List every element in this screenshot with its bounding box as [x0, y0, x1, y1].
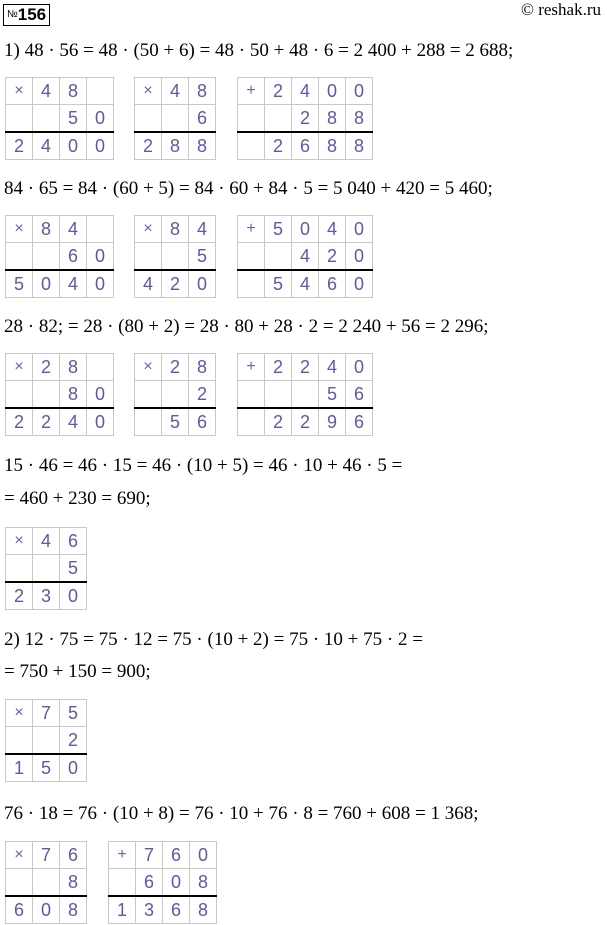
digit-cell: 0	[87, 408, 114, 436]
operand-row	[6, 105, 114, 133]
digit-cell: 8	[33, 216, 60, 243]
digit-cell	[238, 105, 265, 133]
operand-row	[238, 243, 373, 271]
digit-cell: 0	[60, 132, 87, 160]
equation-line-1: 1) 48 · 56 = 48 · (50 + 6) = 48 · 50 + 48 · 6 = 2 400 + 288 = 2 688;	[4, 40, 514, 61]
digit-cell	[162, 381, 189, 409]
multiply-sign: ×	[135, 216, 162, 243]
column-calc-5	[134, 215, 216, 298]
digit-cell: 2	[265, 132, 292, 160]
digit-cell: 0	[346, 243, 373, 271]
operand-row	[238, 78, 373, 105]
digit-cell	[135, 381, 162, 409]
multiply-sign: ×	[6, 842, 33, 869]
digit-cell: 6	[189, 408, 216, 436]
digit-cell: 2	[292, 105, 319, 133]
digit-cell: 4	[162, 78, 189, 105]
column-calc-8	[134, 353, 216, 436]
digit-cell: 6	[6, 896, 33, 924]
digit-cell: 2	[33, 408, 60, 436]
digit-cell: 5	[189, 243, 216, 271]
digit-cell	[6, 727, 33, 755]
calc-grid	[237, 353, 373, 436]
calc-grid	[5, 527, 87, 610]
digit-cell: 1	[109, 896, 136, 924]
multiply-sign: ×	[135, 78, 162, 105]
operand-row	[135, 381, 216, 409]
digit-cell: 6	[60, 842, 87, 869]
digit-cell: 8	[190, 869, 217, 897]
digit-cell: 8	[60, 896, 87, 924]
result-row	[238, 408, 373, 436]
operand-row	[6, 78, 114, 105]
multiply-sign: ×	[6, 354, 33, 381]
digit-cell: 8	[189, 78, 216, 105]
digit-cell: 7	[33, 842, 60, 869]
digit-cell: 0	[60, 754, 87, 782]
column-calc-1	[5, 77, 114, 160]
digit-cell: 0	[87, 381, 114, 409]
operand-row	[6, 842, 87, 869]
site-brand: © reshak.ru	[521, 0, 601, 19]
digit-cell	[135, 243, 162, 271]
column-calc-7	[5, 353, 114, 436]
calc-grid	[5, 77, 114, 160]
equation-line-8: 76 · 18 = 76 · (10 + 8) = 76 · 10 + 76 · 8 = 760 + 608 = 1 368;	[4, 803, 479, 824]
digit-cell	[87, 354, 114, 381]
digit-cell: 4	[33, 528, 60, 555]
result-row	[6, 270, 114, 298]
digit-cell: 9	[319, 408, 346, 436]
digit-cell	[292, 381, 319, 409]
digit-cell	[6, 555, 33, 583]
operand-row	[6, 354, 114, 381]
digit-cell: 6	[189, 105, 216, 133]
calc-grid	[5, 353, 114, 436]
digit-cell: 0	[190, 842, 217, 869]
digit-cell: 8	[60, 381, 87, 409]
digit-cell: 0	[292, 216, 319, 243]
digit-cell: 4	[319, 216, 346, 243]
operand-row	[135, 243, 216, 271]
result-row	[6, 582, 87, 610]
digit-cell: 4	[60, 216, 87, 243]
multiply-sign: ×	[135, 354, 162, 381]
digit-cell: 8	[319, 132, 346, 160]
digit-cell: 0	[346, 354, 373, 381]
operand-row	[238, 354, 373, 381]
operand-row	[109, 869, 217, 897]
digit-cell: 2	[189, 381, 216, 409]
operand-row	[6, 555, 87, 583]
digit-cell: 0	[33, 270, 60, 298]
digit-cell: 0	[87, 243, 114, 271]
digit-cell: 2	[6, 408, 33, 436]
digit-cell: 6	[163, 896, 190, 924]
operand-row	[238, 216, 373, 243]
column-calc-3	[237, 77, 373, 160]
digit-cell: 6	[292, 132, 319, 160]
calc-grid	[237, 215, 373, 298]
digit-cell	[6, 869, 33, 897]
digit-cell: 4	[319, 354, 346, 381]
result-row	[6, 408, 114, 436]
equation-line-7: = 750 + 150 = 900;	[4, 661, 151, 682]
digit-cell: 2	[162, 270, 189, 298]
calc-grid	[134, 215, 216, 298]
digit-cell: 8	[60, 869, 87, 897]
digit-cell: 8	[60, 354, 87, 381]
digit-cell	[33, 869, 60, 897]
digit-cell: 0	[60, 582, 87, 610]
digit-cell: 5	[162, 408, 189, 436]
equation-line-5: = 460 + 230 = 690;	[4, 488, 151, 509]
result-row	[6, 754, 87, 782]
digit-cell: 8	[189, 132, 216, 160]
digit-cell: 0	[319, 78, 346, 105]
result-row	[238, 132, 373, 160]
digit-cell	[87, 216, 114, 243]
digit-cell: 6	[136, 869, 163, 897]
operand-row	[135, 216, 216, 243]
digit-cell: 5	[6, 270, 33, 298]
operand-row	[135, 78, 216, 105]
column-calc-13	[108, 841, 217, 924]
digit-cell: 2	[265, 78, 292, 105]
digit-cell: 6	[319, 270, 346, 298]
digit-cell: 5	[319, 381, 346, 409]
calc-grid	[5, 215, 114, 298]
operand-row	[6, 727, 87, 755]
digit-cell	[265, 381, 292, 409]
digit-cell: 2	[162, 354, 189, 381]
calc-grid	[134, 77, 216, 160]
digit-cell: 5	[265, 216, 292, 243]
digit-cell: 2	[6, 132, 33, 160]
digit-cell: 6	[346, 381, 373, 409]
calc-grid	[5, 699, 87, 782]
digit-cell: 5	[60, 700, 87, 727]
digit-cell: 7	[136, 842, 163, 869]
column-calc-2	[134, 77, 216, 160]
digit-cell: 3	[136, 896, 163, 924]
digit-cell: 0	[87, 105, 114, 133]
digit-cell	[6, 381, 33, 409]
operand-row	[6, 869, 87, 897]
plus-sign: +	[238, 78, 265, 105]
plus-sign: +	[238, 354, 265, 381]
column-calc-10	[5, 527, 87, 610]
digit-cell: 2	[319, 243, 346, 271]
result-row	[135, 408, 216, 436]
operand-row	[6, 700, 87, 727]
multiply-sign: ×	[6, 528, 33, 555]
operand-row	[238, 105, 373, 133]
digit-cell: 4	[189, 216, 216, 243]
digit-cell	[238, 243, 265, 271]
digit-cell	[109, 869, 136, 897]
digit-cell: 8	[189, 354, 216, 381]
column-calc-6	[237, 215, 373, 298]
digit-cell	[33, 381, 60, 409]
multiply-sign: ×	[6, 700, 33, 727]
result-row	[238, 270, 373, 298]
digit-cell: 4	[292, 270, 319, 298]
digit-cell: 2	[60, 727, 87, 755]
digit-cell: 7	[33, 700, 60, 727]
digit-cell: 8	[190, 896, 217, 924]
digit-cell	[238, 132, 265, 160]
digit-cell	[265, 105, 292, 133]
digit-cell: 4	[135, 270, 162, 298]
digit-cell: 2	[6, 582, 33, 610]
result-row	[6, 132, 114, 160]
digit-cell: 1	[6, 754, 33, 782]
calc-grid	[134, 353, 216, 436]
digit-cell: 2	[292, 354, 319, 381]
result-row	[6, 896, 87, 924]
equation-line-4: 15 · 46 = 46 · 15 = 46 · (10 + 5) = 46 · 10 + 46 · 5 =	[4, 455, 403, 476]
column-calc-12	[5, 841, 87, 924]
digit-cell: 2	[292, 408, 319, 436]
digit-cell	[238, 408, 265, 436]
operand-row	[135, 105, 216, 133]
operand-row	[6, 243, 114, 271]
digit-cell: 0	[346, 270, 373, 298]
digit-cell: 2	[33, 354, 60, 381]
plus-sign: +	[238, 216, 265, 243]
digit-cell	[162, 243, 189, 271]
digit-cell: 8	[319, 105, 346, 133]
operand-row	[6, 216, 114, 243]
digit-cell: 5	[265, 270, 292, 298]
digit-cell: 2	[135, 132, 162, 160]
digit-cell: 2	[265, 408, 292, 436]
digit-cell	[238, 270, 265, 298]
calc-grid	[5, 841, 87, 924]
digit-cell	[6, 105, 33, 133]
result-row	[135, 132, 216, 160]
column-calc-11	[5, 699, 87, 782]
calc-grid	[108, 841, 217, 924]
digit-cell: 5	[60, 105, 87, 133]
digit-cell: 4	[60, 270, 87, 298]
digit-cell	[135, 105, 162, 133]
problem-number-badge: №156	[3, 4, 50, 26]
result-row	[109, 896, 217, 924]
operand-row	[6, 381, 114, 409]
digit-cell	[33, 727, 60, 755]
digit-cell: 0	[189, 270, 216, 298]
operand-row	[109, 842, 217, 869]
digit-cell: 6	[60, 528, 87, 555]
multiply-sign: ×	[6, 216, 33, 243]
digit-cell: 8	[346, 132, 373, 160]
digit-cell	[33, 243, 60, 271]
digit-cell: 6	[346, 408, 373, 436]
equation-line-3: 28 · 82; = 28 · (80 + 2) = 28 · 80 + 28 · 2 = 2 240 + 56 = 2 296;	[4, 316, 489, 337]
column-calc-9	[237, 353, 373, 436]
digit-cell: 0	[346, 78, 373, 105]
operand-row	[6, 528, 87, 555]
digit-cell	[87, 78, 114, 105]
digit-cell	[6, 243, 33, 271]
digit-cell: 3	[33, 582, 60, 610]
digit-cell: 0	[87, 132, 114, 160]
multiply-sign: ×	[6, 78, 33, 105]
column-calc-4	[5, 215, 114, 298]
digit-cell	[33, 105, 60, 133]
operand-row	[238, 381, 373, 409]
digit-cell: 4	[292, 243, 319, 271]
digit-cell: 5	[33, 754, 60, 782]
digit-cell: 8	[346, 105, 373, 133]
digit-cell: 0	[87, 270, 114, 298]
digit-cell: 4	[292, 78, 319, 105]
digit-cell: 0	[346, 216, 373, 243]
digit-cell	[238, 381, 265, 409]
equation-line-2: 84 · 65 = 84 · (60 + 5) = 84 · 60 + 84 · 5 = 5 040 + 420 = 5 460;	[4, 178, 493, 199]
plus-sign: +	[109, 842, 136, 869]
digit-cell: 6	[60, 243, 87, 271]
equation-line-6: 2) 12 · 75 = 75 · 12 = 75 · (10 + 2) = 75 · 10 + 75 · 2 =	[4, 629, 423, 650]
digit-cell: 4	[60, 408, 87, 436]
digit-cell	[265, 243, 292, 271]
digit-cell	[33, 555, 60, 583]
digit-cell: 6	[163, 842, 190, 869]
digit-cell: 8	[162, 216, 189, 243]
calc-grid	[237, 77, 373, 160]
digit-cell: 5	[60, 555, 87, 583]
digit-cell: 8	[60, 78, 87, 105]
digit-cell: 2	[265, 354, 292, 381]
digit-cell	[162, 105, 189, 133]
digit-cell	[135, 408, 162, 436]
digit-cell: 8	[162, 132, 189, 160]
digit-cell: 0	[163, 869, 190, 897]
operand-row	[135, 354, 216, 381]
digit-cell: 4	[33, 132, 60, 160]
digit-cell: 0	[33, 896, 60, 924]
digit-cell: 4	[33, 78, 60, 105]
result-row	[135, 270, 216, 298]
